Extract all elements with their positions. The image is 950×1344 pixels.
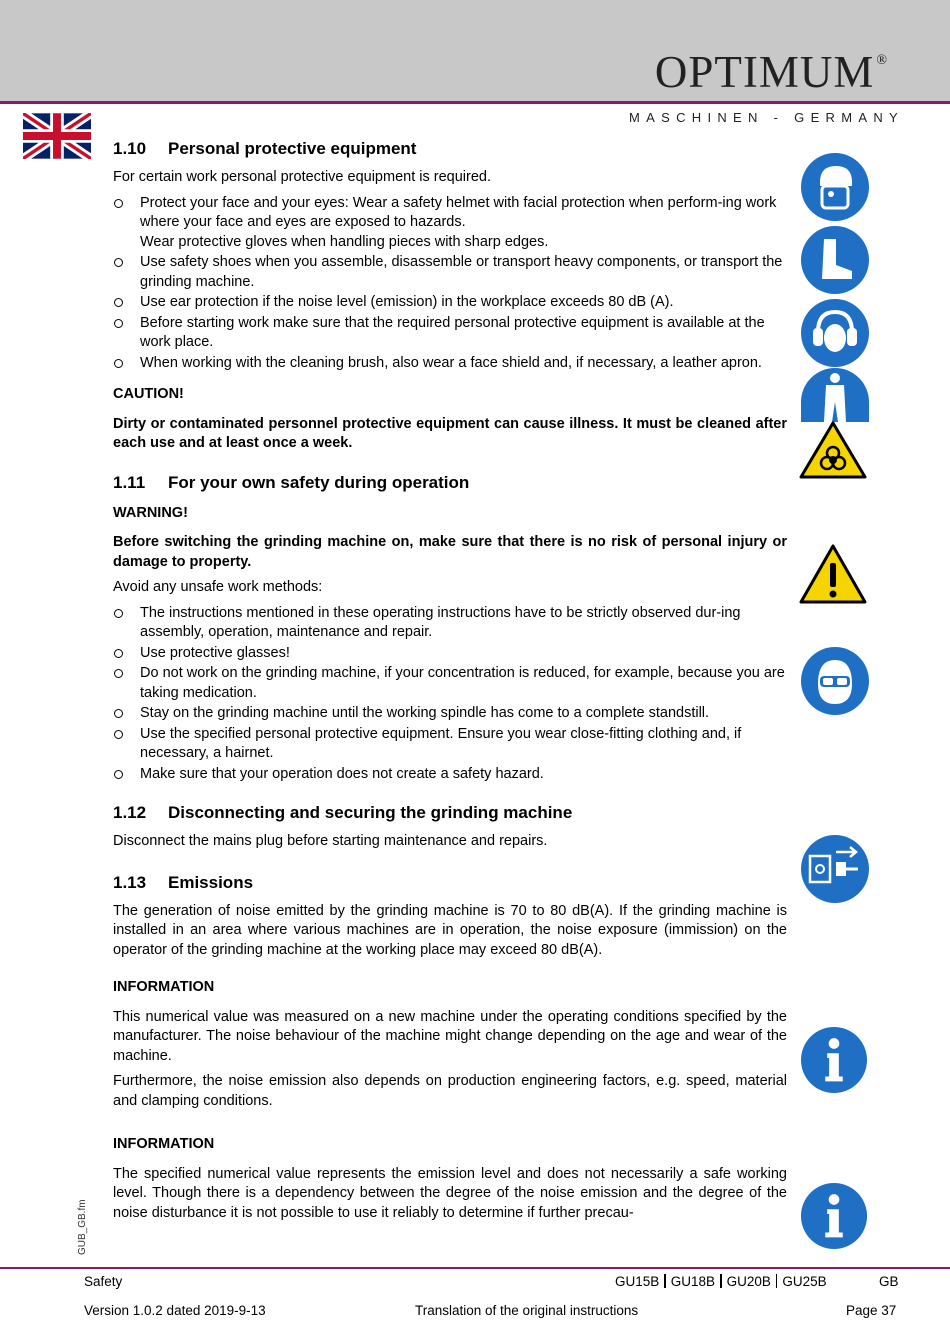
information-label: INFORMATION (113, 979, 215, 995)
list-item: Use the specified personal protective equipment. Ensure you wear close-fitting clothing and, if necessary, a hairnet. (113, 725, 787, 764)
warning-label: WARNING! (113, 504, 188, 521)
list-item: Use protective glasses! (113, 644, 787, 664)
list-item: Use safety shoes when you assemble, disassemble or transport heavy components, or transport the grinding machine. (113, 253, 787, 292)
emissions-text: The generation of noise emitted by the grinding machine is 70 to 80 dB(A). If the grinding machine is installed in an area where various machines are in operation, the noise exposure (immission) on the operator of the grinding machine at the working place may exceed 80 dB(A). (113, 902, 787, 958)
safety-glasses-icon (800, 646, 870, 716)
section-heading-1-11: 1.11 For your own safety during operation (113, 472, 470, 492)
footer-version: Version 1.0.2 dated 2019-9-13 (84, 1303, 266, 1318)
information-icon (800, 1026, 868, 1094)
header-rule (0, 101, 950, 104)
footer-section: Safety (84, 1274, 123, 1289)
caution-text: Dirty or contaminated personnel protective equipment can cause illness. It must be cleaned after each use and at least once a week. (113, 415, 787, 451)
footer-models: GU15B GU18B GU20B GU25B (615, 1274, 827, 1289)
list-item: When working with the cleaning brush, also wear a face shield and, if necessary, a leather apron. (113, 354, 787, 374)
page-content (113, 138, 787, 1229)
disconnect-plug-icon (800, 834, 870, 904)
footer-language: GB (879, 1274, 899, 1289)
general-warning-icon (798, 543, 868, 605)
section-heading-1-13: 1.13 Emissions (113, 872, 254, 892)
disconnect-text: Disconnect the mains plug before starting maintenance and repairs. (113, 833, 548, 849)
list-item: Make sure that your operation does not create a safety hazard. (113, 765, 787, 785)
safety-list (113, 604, 787, 785)
list-item: The instructions mentioned in these operating instructions have to be strictly observed dur-ing assembly, operation, maintenance and repair. (113, 604, 787, 643)
protective-clothing-icon (800, 368, 870, 422)
intro-text: Avoid any unsafe work methods: (113, 579, 323, 595)
uk-flag-icon (23, 113, 91, 159)
list-item: Stay on the grinding machine until the working spindle has come to a complete standstill. (113, 704, 787, 724)
footer-rule (0, 1267, 950, 1269)
face-shield-helmet-icon (800, 152, 870, 222)
list-item: Use ear protection if the noise level (emission) in the workplace exceeds 80 dB (A). (113, 293, 787, 313)
information-text: The specified numerical value represents the emission level and does not necessarily a safe working level. Though there is a dependency between the degree of the noise emission and the degree of the noise disturbance it is not possible to use it reliably to determine if further precau- (113, 1165, 787, 1221)
safety-shoes-icon (800, 225, 870, 295)
list-item: Before starting work make sure that the required personal protective equipment is available at the work place. (113, 314, 787, 353)
footer-translation-note: Translation of the original instructions (415, 1303, 639, 1318)
list-item: Do not work on the grinding machine, if your concentration is reduced, for example, because you are taking medication. (113, 664, 787, 703)
section-heading-1-10: 1.10 Personal protective equipment (113, 139, 417, 158)
information-text: Furthermore, the noise emission also depends on production engineering factors, e.g. speed, material and clamping conditions. (113, 1073, 787, 1109)
information-text: This numerical value was measured on a new machine under the operating conditions specified by the manufacturer. The noise behaviour of the machine might change depending on the age and wear of the machine. (113, 1008, 787, 1064)
ear-protection-icon (800, 298, 870, 368)
intro-text: For certain work personal protective equipment is required. (113, 169, 491, 185)
caution-label: CAUTION! (113, 386, 184, 402)
information-icon (800, 1182, 868, 1250)
ppe-list (113, 194, 787, 374)
biohazard-warning-icon (798, 420, 868, 480)
list-item: Protect your face and your eyes: Wear a safety helmet with facial protection when perform-ing work where your face and eyes are exposed to hazards. Wear protective gloves when handling pieces with sharp edges. (113, 194, 787, 253)
page-number: Page 37 (846, 1303, 897, 1318)
warning-text: Before switching the grinding machine on, make sure that there is no risk of personal injury or damage to property. (113, 534, 787, 570)
information-label: INFORMATION (113, 1136, 215, 1152)
optimum-logo: OPTIMUM ® (654, 47, 888, 97)
logo-subtitle: MASCHINEN - GERMANY (629, 110, 904, 125)
section-heading-1-12: 1.12 Disconnecting and securing the grinding machine (113, 803, 573, 822)
file-name-label: GUB_GB.fm (77, 1199, 88, 1255)
